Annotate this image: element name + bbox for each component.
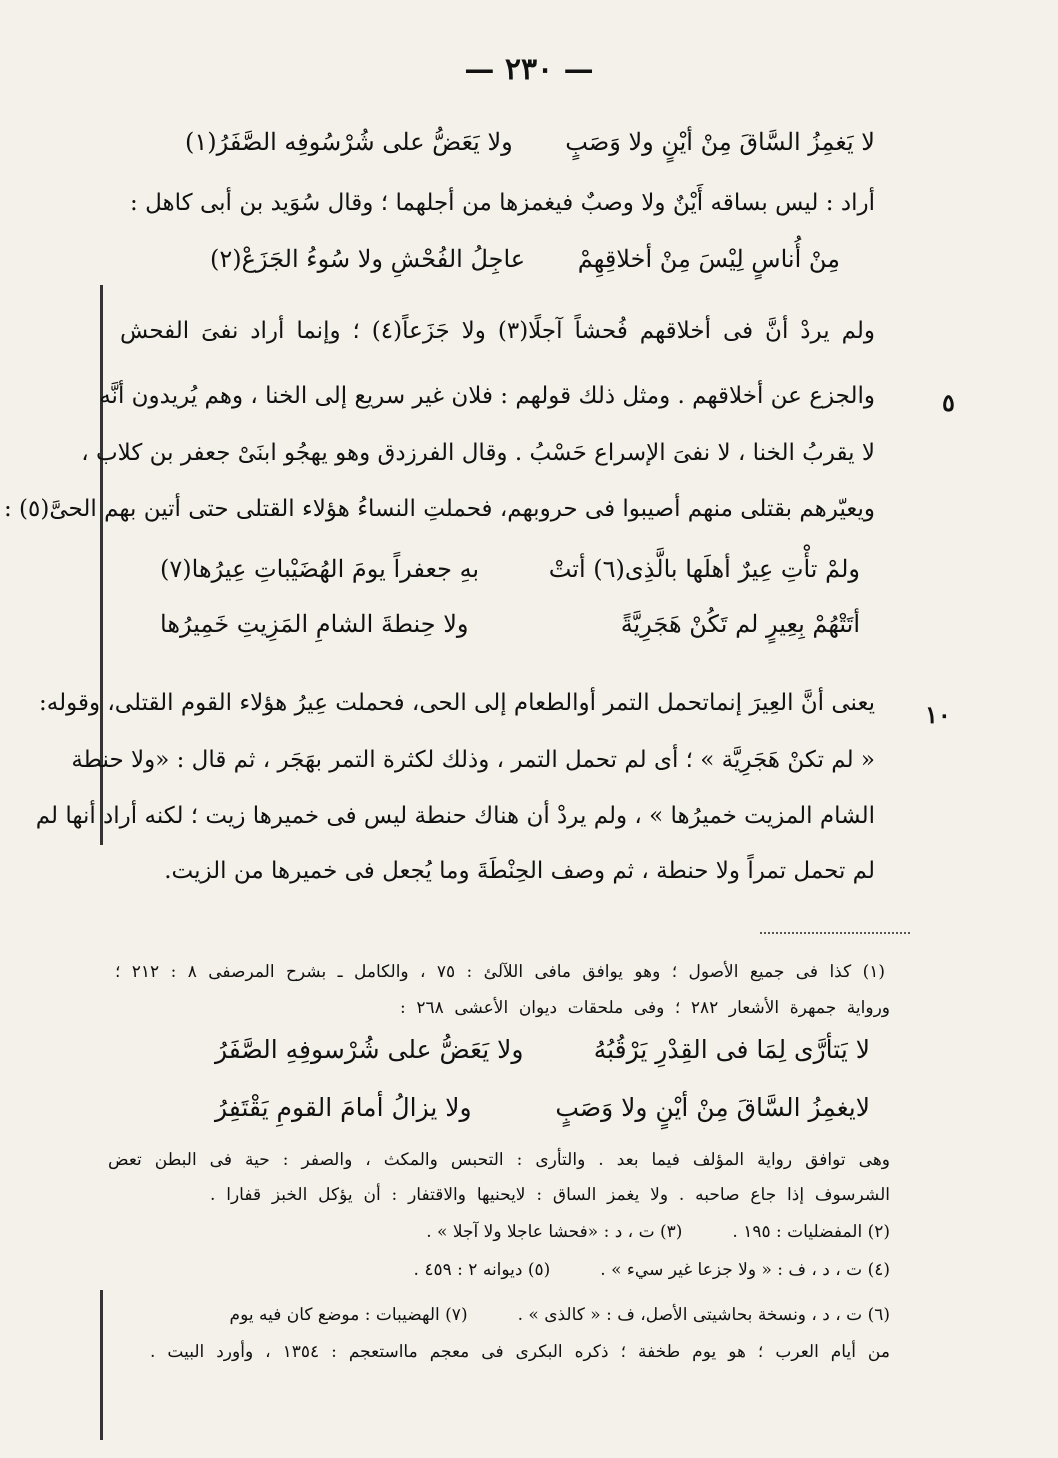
- footnote-verse-1-first: لا يَتأرَّى لِمَا فى القِدْرِ يَرْقُبُهُ: [593, 1035, 870, 1064]
- paragraph-3-line-1: يعنى أنَّ العِيرَ إنماتحمل التمر أوالطعام إلى الحى، فحملت عِيرُ هؤلاء القوم القتلى، وقوله:: [39, 690, 875, 716]
- verse-1-second-hemistich: ولا يَعَضُّ على شُرْسُوفِه الصَّفَرُ(١): [185, 128, 513, 156]
- line-number-5: ٥: [942, 388, 955, 417]
- footnote-1-line-1: (١) كذا فى جميع الأصول ؛ وهو يوافق مافى اللآلئ : ٧٥ ، والكامل ـ بشرح المرصفى ٨ : ٢١٢ ؛: [115, 962, 885, 982]
- verse-2-first-hemistich: مِنْ أُناسٍ لِيْسَ مِنْ أخلاقِهِمْ: [577, 245, 840, 273]
- footnote-verse-1-second: ولا يَعَضُّ على شُرْسوفِهِ الصَّفَرُ: [215, 1035, 524, 1064]
- verse-1: [185, 128, 875, 156]
- verse-4: [160, 610, 860, 638]
- footnotes-4-5: [414, 1260, 890, 1280]
- footnote-7: (٧) الهضيبات : موضع كان فيه يوم: [229, 1305, 468, 1325]
- verse-4-first-hemistich: أتَتْهُمْ بِعِيرٍ لم تَكُنْ هَجَرِيَّةً: [620, 610, 860, 638]
- footnote-verse-2-first: لايغمِزُ السَّاقَ مِنْ أيْنٍ ولا وَصَبٍ: [555, 1093, 870, 1122]
- footnote-2: (٢) المفضليات : ١٩٥ .: [732, 1222, 890, 1242]
- footnote-verse-1: [215, 1035, 870, 1064]
- paragraph-1-line-1: أراد : ليس بساقه أَيْنٌ ولا وصبٌ فيغمزها من أجلهما ؛ وقال سُوَيد بن أبى كاهل :: [130, 190, 875, 216]
- paragraph-3-line-3: الشام المزيت خميرُها » ، ولم يردْ أن هناك حنطة ليس فى خميرها زيت ؛ لكنه أراد أنها لم: [35, 803, 875, 829]
- page-number: — ٢٣٠ —: [464, 52, 594, 87]
- footnote-verse-2-second: ولا يزالُ أمامَ القومِ يَقْتَفِرُ: [215, 1093, 472, 1122]
- footnote-3: (٣) ت ، د : «فحشا عاجلا ولا آجلا » .: [426, 1222, 683, 1242]
- footnote-1-after-line-1: وهى توافق رواية المؤلف فيما بعد . والتأرى : التحبس والمكث ، والصفر : حية فى البطن تعض: [108, 1150, 890, 1170]
- margin-rule-lower: [100, 1290, 103, 1440]
- verse-3-first-hemistich: ولمْ تأْتِ عِيرٌ أهلَها بالَّذِى(٦) أتتْ: [548, 555, 860, 583]
- footnote-7-continued: من أيام العرب ؛ هو يوم طخفة ؛ ذكره البكرى فى معجم مااستعجم : ١٣٥٤ ، وأورد البيت .: [150, 1342, 890, 1362]
- verse-3-second-hemistich: بهِ جعفراً يومَ الهُضَيْباتِ عِيرُها(٧): [160, 555, 480, 583]
- verse-2-second-hemistich: عاجِلُ الفُحْشِ ولا سُوءُ الجَزَعْ(٢): [210, 245, 526, 273]
- paragraph-3-line-4: لم تحمل تمراً ولا حنطة ، ثم وصف الحِنْطَةَ وما يُجعل فى خميرها من الزيت.: [164, 858, 875, 884]
- footnote-divider: [760, 932, 910, 934]
- footnote-4: (٤) ت ، د ، ف : « ولا جزعا غير سيء » .: [600, 1260, 890, 1280]
- footnotes-2-3: [426, 1222, 890, 1242]
- footnote-verse-2: [215, 1093, 870, 1122]
- verse-2: [210, 245, 840, 273]
- paragraph-2-line-4: ويعيّرهم بقتلى منهم أصيبوا فى حروبهم، فحملتِ النساءُ هؤلاء القتلى حتى أتين بهم الحىَّ(٥) :: [3, 496, 875, 522]
- footnote-6: (٦) ت ، د ، ونسخة بحاشيتى الأصل، ف : « كالذى » .: [517, 1305, 890, 1325]
- footnotes-6-7: [230, 1305, 890, 1325]
- footnote-5: (٥) ديوانه ٢ : ٤٥٩ .: [413, 1260, 551, 1280]
- footnote-1-after-line-2: الشرسوف إذا جاع صاحبه . ولا يغمز الساق : لايحنيها والاقتفار : أن يؤكل الخبز قفارا .: [210, 1185, 890, 1205]
- line-number-10: ١٠: [925, 700, 951, 729]
- paragraph-3-line-2: « لم تكنْ هَجَرِيَّة » ؛ أى لم تحمل التمر ، وذلك لكثرة التمر بهَجَر ، ثم قال : «ولا حنطة: [71, 747, 875, 773]
- verse-1-first-hemistich: لا يَغمِزُ السَّاقَ مِنْ أيْنٍ ولا وَصَبٍ: [565, 128, 875, 156]
- paragraph-2-line-3: لا يقربُ الخنا ، لا نفىَ الإسراع حَسْبُ . وقال الفرزدق وهو يهجُو ابنَىْ جعفر بن كلاب ،: [81, 440, 875, 466]
- paragraph-2-line-1: ولم يردْ أنَّ فى أخلاقهم فُحشاً آجلًا(٣) ولا جَزَعاً(٤) ؛ وإنما أراد نفىَ الفحش: [120, 318, 875, 344]
- verse-4-second-hemistich: ولا حِنطةَ الشامِ المَزِيتِ خَمِيرُها: [160, 610, 469, 638]
- footnote-1-line-2: ورواية جمهرة الأشعار ٢٨٢ ؛ وفى ملحقات ديوان الأعشى ٢٦٨ :: [400, 998, 890, 1018]
- paragraph-2-line-2: والجزع عن أخلاقهم . ومثل ذلك قولهم : فلان غير سريع إلى الخنا ، وهم يُريدون أنَّه: [99, 383, 875, 409]
- verse-3: [160, 555, 860, 583]
